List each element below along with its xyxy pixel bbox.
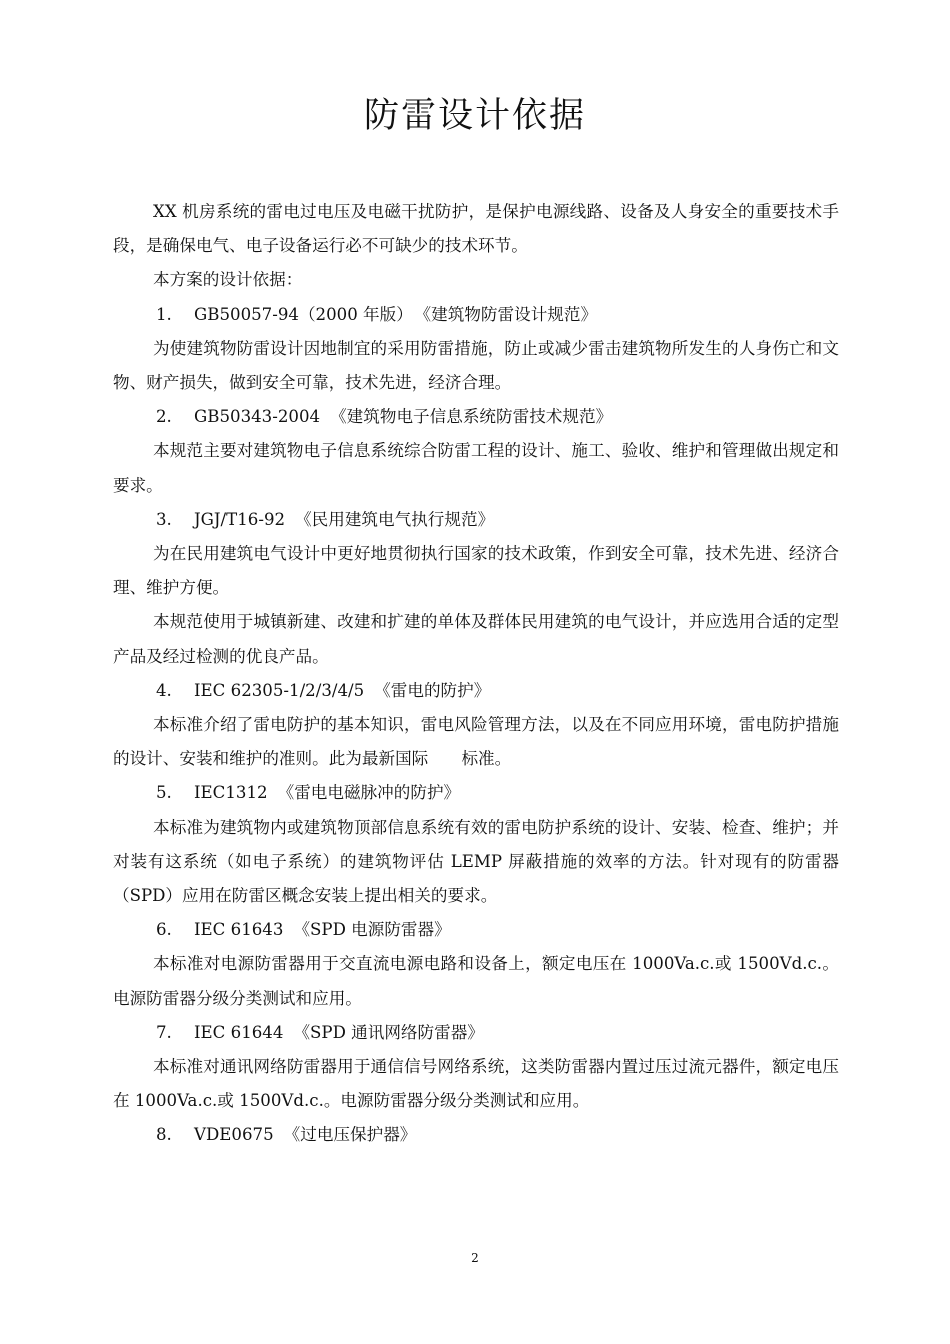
item-description: 本标准为建筑物内或建筑物顶部信息系统有效的雷电防护系统的设计、安装、检查、维护；并对装有这系统（如电子系统）的建筑物评估 LEMP 屏蔽措施的效率的方法。针对现有的防雷器（SPD）应用在防雷区概念安装上提出相关的要求。 [113,817,839,906]
item-description: 本标准对通讯网络防雷器用于通信信号网络系统，这类防雷器内置过压过流元器件，额定电压在 1000Va.c.或 1500Vd.c.。电源防雷器分级分类测试和应用。 [113,1057,839,1111]
standard-code: JGJ/T16-92 [194,509,286,529]
standard-item [113,913,839,947]
item-number: 7. [156,1022,172,1042]
standard-item [113,1016,839,1050]
standard-code: GB50343-2004 [194,407,321,427]
item-description: 本规范主要对建筑物电子信息系统综合防雷工程的设计、施工、验收、维护和管理做出规定和要求。 [113,441,839,495]
item-number: 3. [156,509,172,529]
intro-paragraph: XX 机房系统的雷电过电压及电磁干扰防护，是保护电源线路、设备及人身安全的重要技术手段，是确保电气、电子设备运行必不可缺少的技术环节。 [113,202,839,256]
document-body [113,195,839,1153]
standard-code: IEC 61643 [194,920,284,940]
standard-code: IEC 62305-1/2/3/4/5 [194,680,365,700]
item-number: 1. [156,304,172,324]
item-description: 本标准对电源防雷器用于交直流电源电路和设备上，额定电压在 1000Va.c.或 1500Vd.c.。电源防雷器分级分类测试和应用。 [113,954,839,1008]
standard-name: 《过电压保护器》 [283,1125,417,1145]
standard-code: IEC1312 [194,783,268,803]
standard-item [113,400,839,434]
item-description: 为在民用建筑电气设计中更好地贯彻执行国家的技术政策，作到安全可靠，技术先进、经济合理、维护方便。 [113,544,839,598]
standard-name: 《雷电电磁脉冲的防护》 [277,783,461,803]
basis-label: 本方案的设计依据： [153,270,303,290]
standard-name: 《雷电的防护》 [374,680,491,700]
standard-name: 《SPD 通讯网络防雷器》 [293,1022,484,1042]
standard-name: 《民用建筑电气执行规范》 [295,509,495,529]
standard-name: 《建筑物防雷设计规范》 [422,304,598,324]
item-number: 8. [156,1125,172,1145]
item-number: 2. [156,407,172,427]
standard-code: VDE0675 [194,1125,274,1145]
standard-code: GB50057-94（2000 年版） [194,304,413,324]
standard-item [113,298,839,332]
standard-name: 《建筑物电子信息系统防雷技术规范》 [330,407,613,427]
page-number: 2 [471,1251,479,1265]
item-description: 本标准介绍了雷电防护的基本知识，雷电风险管理方法，以及在不同应用环境，雷电防护措施的设计、安装和维护的准则。此为最新国际 标准。 [113,715,839,769]
page-title: 防雷设计依据 [363,96,586,136]
standard-item [113,674,839,708]
standard-name: 《SPD 电源防雷器》 [293,920,451,940]
item-number: 4. [156,680,172,700]
standard-item [113,503,839,537]
item-number: 6. [156,920,172,940]
item-description: 为使建筑物防雷设计因地制宜的采用防雷措施，防止或减少雷击建筑物所发生的人身伤亡和文物、财产损失，做到安全可靠，技术先进，经济合理。 [113,338,839,393]
standard-item [113,1118,839,1152]
standard-code: IEC 61644 [194,1022,284,1042]
item-description: 本规范使用于城镇新建、改建和扩建的单体及群体民用建筑的电气设计，并应选用合适的定型产品及经过检测的优良产品。 [113,612,839,666]
standard-item [113,776,839,810]
item-number: 5. [156,783,172,803]
